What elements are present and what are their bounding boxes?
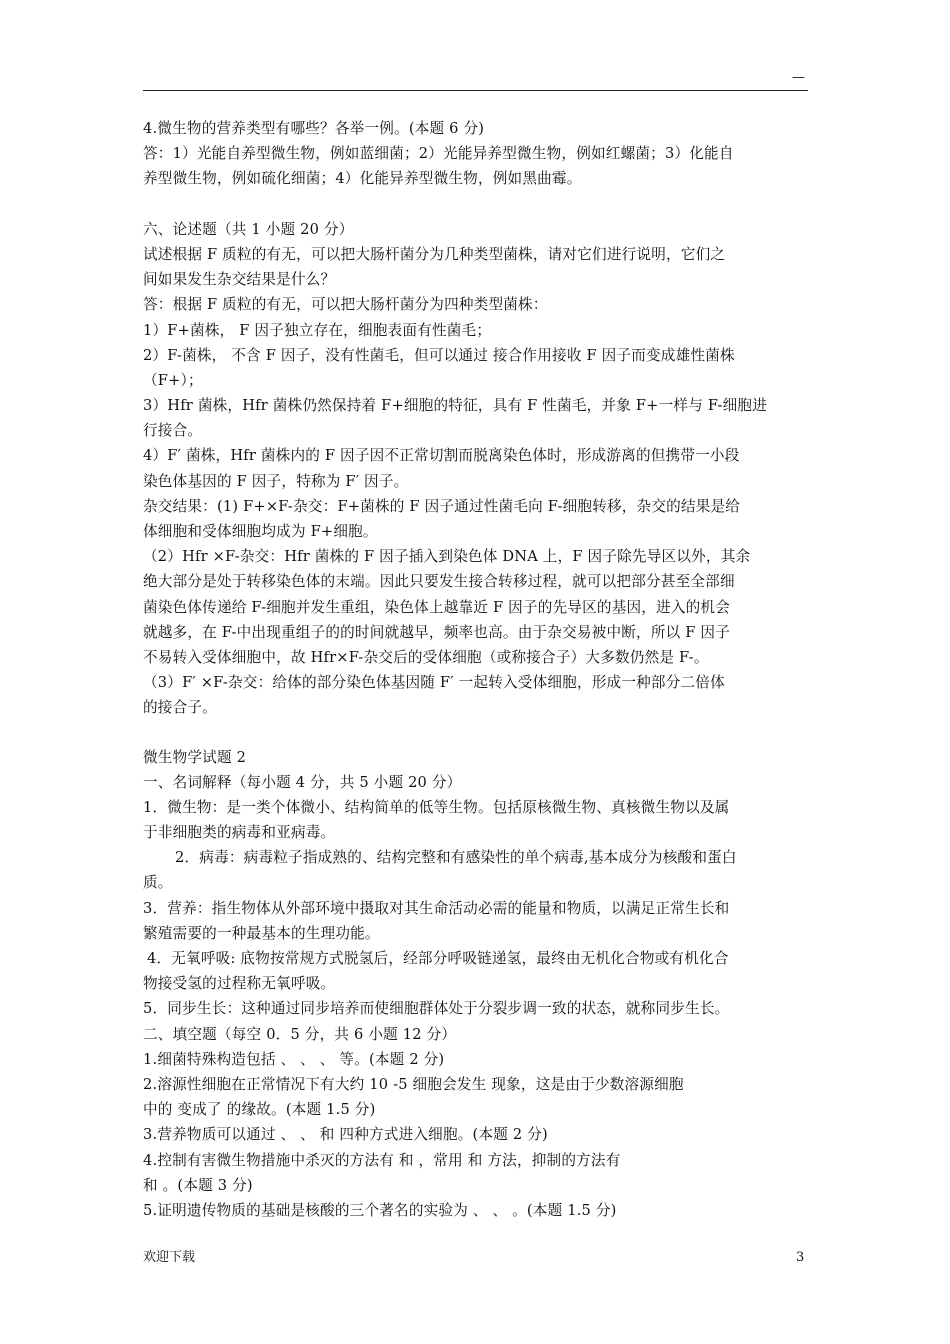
term-4-line-2: 物接受氢的过程称无氧呼吸。 (143, 975, 336, 993)
footer-download-text: 欢迎下载 (143, 1250, 196, 1265)
essay-answer-item-4-line-2: 染色体基因的 F 因子，特称为 F′ 因子。 (143, 472, 409, 490)
term-1-line-1: 1．微生物：是一类个体微小、结构简单的低等生物。包括原核微生物、真核微生物以及属 (143, 798, 730, 816)
page-number: 3 (796, 1250, 805, 1265)
exam-title: 微生物学试题 2 (143, 748, 247, 766)
essay-answer-item-2-line-2: （F+）； (143, 371, 203, 389)
answer-4-line-1: 答：1）光能自养型微生物，例如蓝细菌；2）光能异养型微生物，例如红螺菌；3）化能自 (143, 145, 734, 163)
section-1-heading: 一、名词解释（每小题 4 分，共 5 小题 20 分） (143, 773, 462, 791)
question-4: 4.微生物的营养类型有哪些？各举一例。(本题 6 分) (143, 120, 485, 137)
cross-result-2-line-1: （2）Hfr ×F-杂交：Hfr 菌株的 F 因子插入到染色体 DNA 上，F 因子除先导区以外，其余 (143, 548, 751, 566)
cross-result-2-line-5: 不易转入受体细胞中，故 Hfr×F-杂交后的受体细胞（或称接合子）大多数仍然是 F-。 (143, 648, 709, 666)
fill-1: 1.细菌特殊构造包括 、 、 、 等。(本题 2 分) (143, 1050, 445, 1068)
header-rule (143, 90, 808, 91)
fill-4-line-1: 4.控制有害微生物措施中杀灭的方法有 和 ，常用 和 方法，抑制的方法有 (143, 1151, 621, 1169)
answer-4-line-2: 养型微生物，例如硫化细菌；4）化能异养型微生物，例如黑曲霉。 (143, 170, 582, 188)
term-3-line-2: 繁殖需要的一种最基本的生理功能。 (143, 924, 380, 942)
document-body (143, 116, 808, 1223)
fill-4-line-2: 和 。(本题 3 分) (143, 1176, 253, 1194)
term-2-line-1: 2．病毒：病毒粒子指成熟的、结构完整和有感染性的单个病毒,基本成分为核酸和蛋白 (175, 849, 737, 867)
fill-2-line-1: 2.溶源性细胞在正常情况下有大约 10 -5 细胞会发生 现象，这是由于少数溶源细胞 (143, 1075, 684, 1093)
spacer (143, 721, 808, 745)
fill-2-line-2: 中的 变成了 的缘故。(本题 1.5 分) (143, 1101, 376, 1119)
header-mark: — (792, 70, 805, 85)
essay-answer-item-2-line-1: 2）F-菌株， 不含 F 因子，没有性菌毛，但可以通过 接合作用接收 F 因子而变成雄性菌株 (143, 346, 735, 364)
term-4-line-1: 4．无氧呼吸: 底物按常规方式脱氢后，经部分呼吸链递氢，最终由无机化合物或有机化合 (147, 950, 729, 967)
cross-result-2-line-2: 绝大部分是处于转移染色体的末端。因此只要发生接合转移过程，就可以把部分甚至全部细 (143, 573, 735, 591)
term-3-line-1: 3．营养：指生物体从外部环境中摄取对其生命活动必需的能量和物质，以满足正常生长和 (143, 899, 730, 917)
cross-result-2-line-4: 就越多，在 F-中出现重组子的的时间就越早，频率也高。由于杂交易被中断，所以 F 因子 (143, 623, 731, 641)
term-5: 5．同步生长：这种通过同步培养而使细胞群体处于分裂步调一致的状态，就称同步生长。 (143, 1000, 730, 1018)
term-1-line-2: 于非细胞类的病毒和亚病毒。 (143, 824, 336, 842)
cross-result-2-line-3: 菌染色体传递给 F-细胞并发生重组，染色体上越靠近 F 因子的先导区的基因，进入的机会 (143, 598, 731, 616)
section-2-heading: 二、填空题（每空 0．5 分，共 6 小题 12 分） (143, 1025, 457, 1043)
term-2-line-2: 质。 (143, 874, 173, 892)
cross-result-3-line-1: （3）F′ ×F-杂交：给体的部分染色体基因随 F′ 一起转入受体细胞，形成一种部分二倍体 (143, 674, 725, 692)
essay-question-line-2: 间如果发生杂交结果是什么？ (143, 271, 336, 289)
essay-answer-item-3-line-2: 行接合。 (143, 422, 203, 440)
essay-question-line-1: 试述根据 F 质粒的有无，可以把大肠杆菌分为几种类型菌株，请对它们进行说明，它们之 (143, 245, 726, 263)
essay-answer-intro: 答：根据 F 质粒的有无，可以把大肠杆菌分为四种类型菌株： (143, 296, 548, 314)
cross-result-1-line-2: 体细胞和受体细胞均成为 F+细胞。 (143, 523, 378, 540)
cross-result-1-line-1: 杂交结果：(1) F+×F-杂交：F+菌株的 F 因子通过性菌毛向 F-细胞转移，杂交的结果是给 (143, 497, 741, 515)
essay-answer-item-4-line-1: 4）F′ 菌株，Hfr 菌株内的 F 因子因不正常切割而脱离染色体时，形成游离的但携带一小段 (143, 447, 740, 465)
fill-3: 3.营养物质可以通过 、 、 和 四种方式进入细胞。(本题 2 分) (143, 1126, 548, 1144)
cross-result-3-line-2: 的接合子。 (143, 699, 217, 717)
essay-answer-item-1: 1）F+菌株， F 因子独立存在，细胞表面有性菌毛； (143, 321, 492, 339)
fill-5: 5.证明遗传物质的基础是核酸的三个著名的实验为 、 、 。(本题 1.5 分) (143, 1201, 617, 1219)
spacer (143, 192, 808, 217)
essay-answer-item-3-line-1: 3）Hfr 菌株，Hfr 菌株仍然保持着 F+细胞的特征，具有 F 性菌毛，并象 F+一样与 F-细胞进 (143, 397, 768, 415)
section-6-heading: 六、论述题（共 1 小题 20 分） (143, 220, 354, 238)
